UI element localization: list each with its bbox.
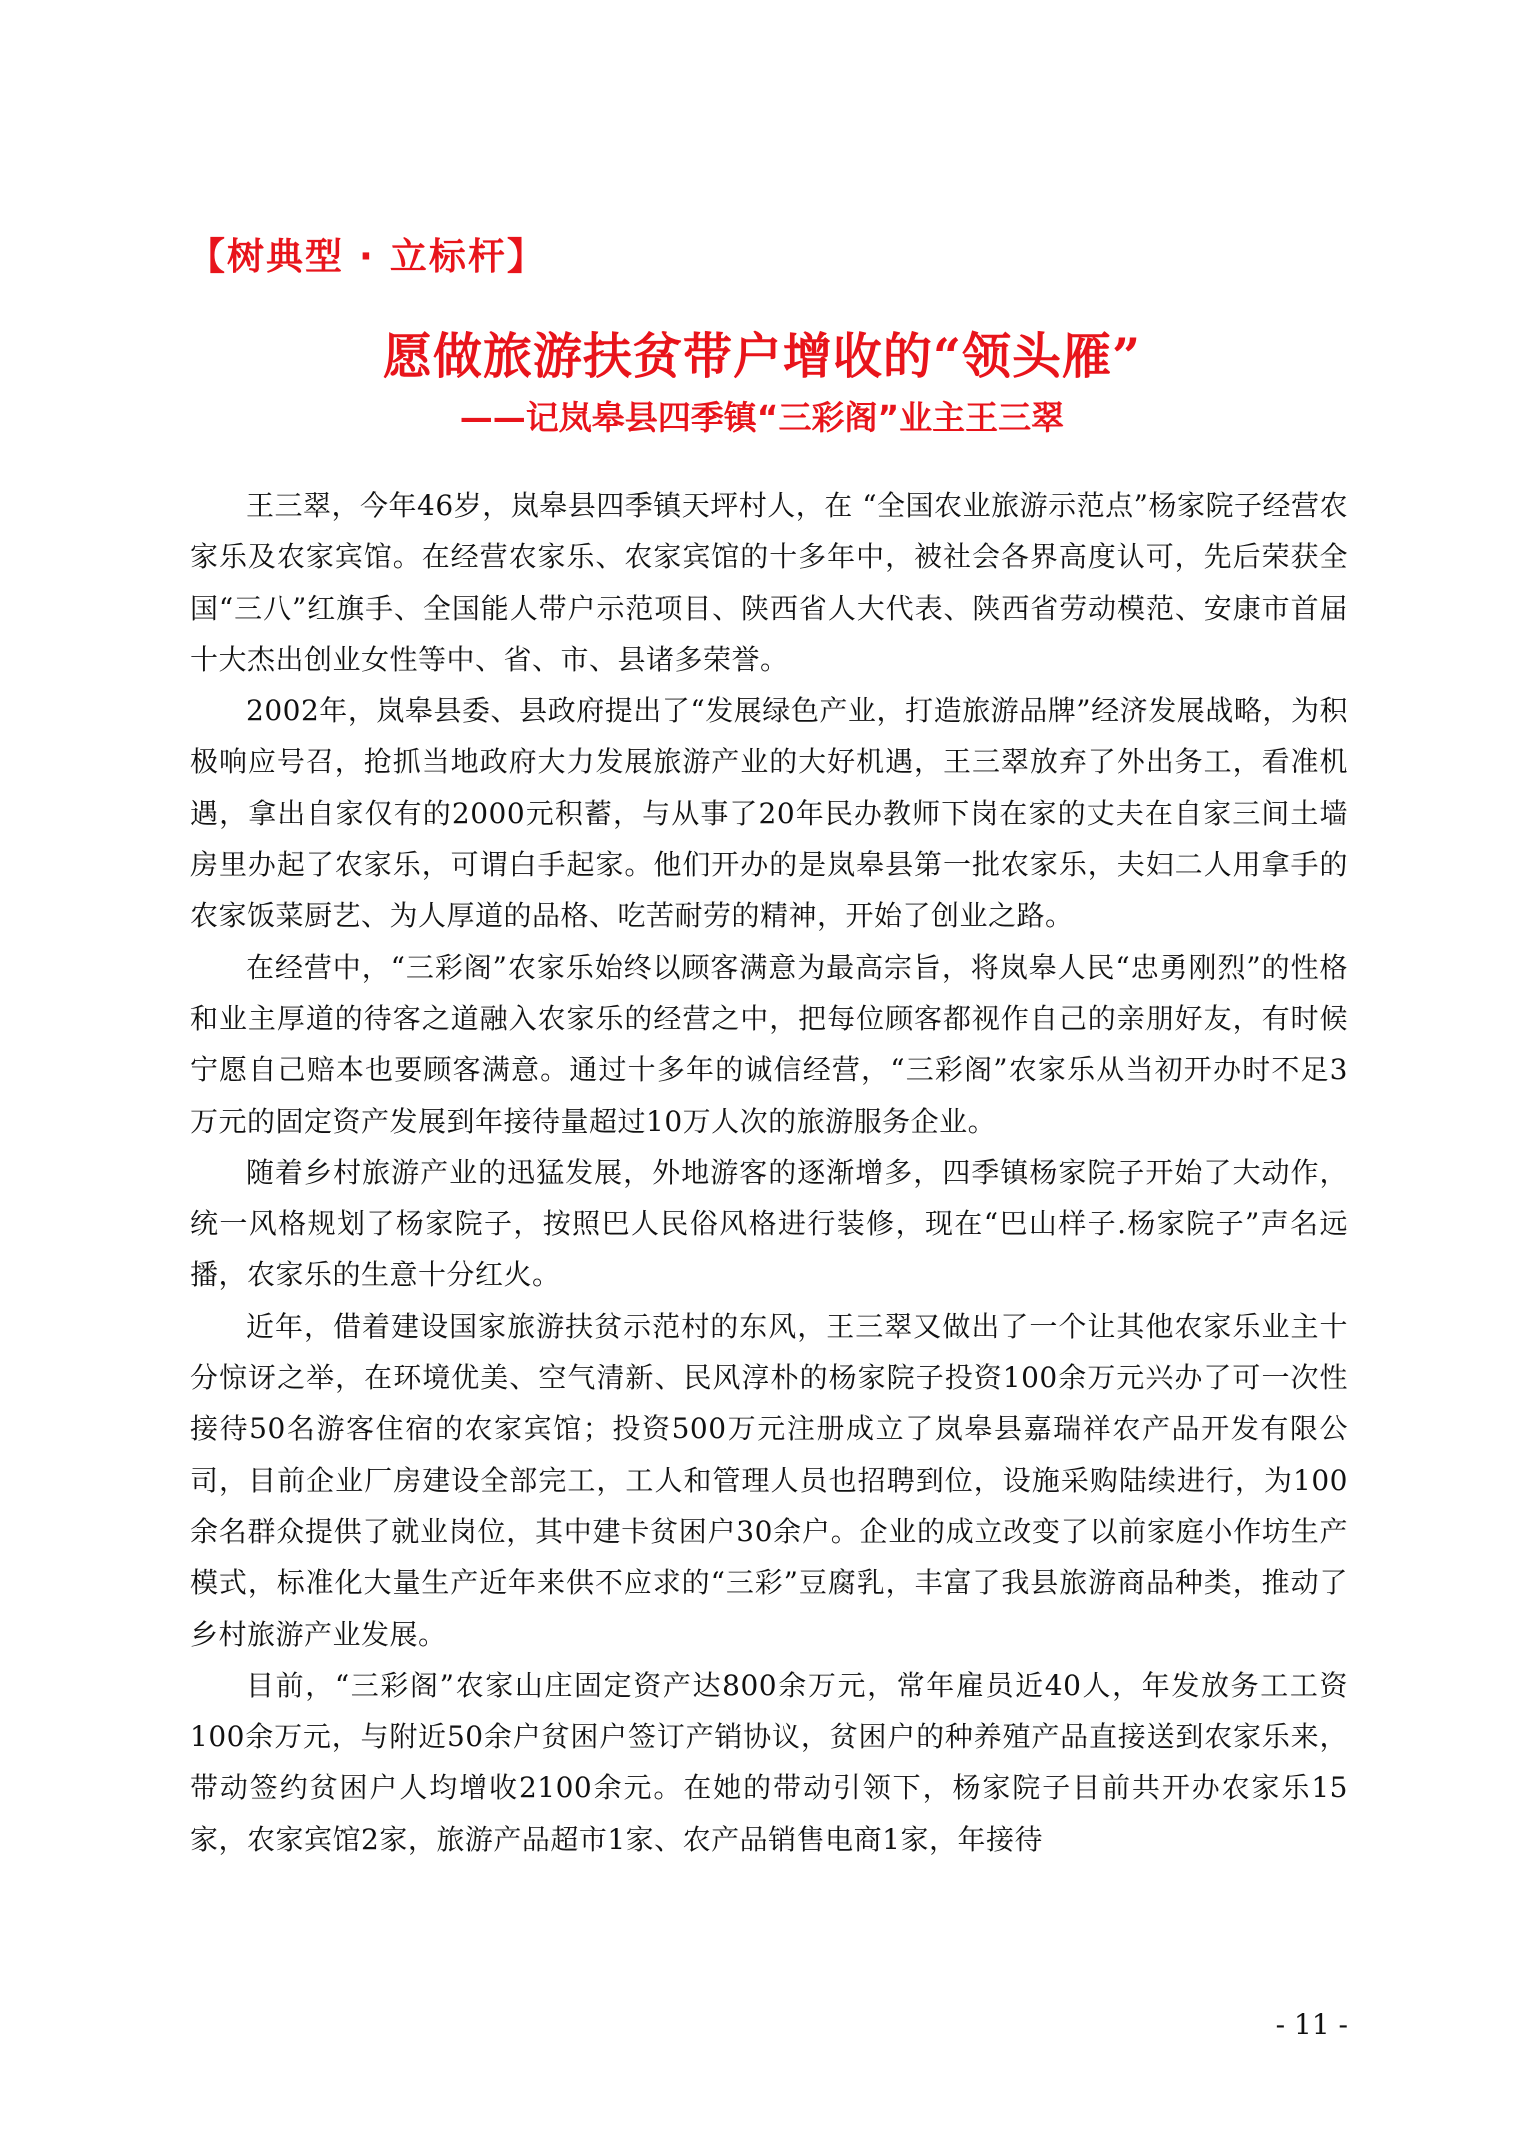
paragraph: 随着乡村旅游产业的迅猛发展，外地游客的逐渐增多，四季镇杨家院子开始了大动作，统一风格规划了杨家院子，按照巴人民俗风格进行装修，现在“巴山样子.杨家院子”声名远播，农家乐的生意十分红火。 [190,1155,1348,1292]
section-tag: 【树典型 · 立标杆】 [188,235,546,278]
paragraph: 在经营中，“三彩阁”农家乐始终以顾客满意为最高宗旨，将岚皋人民“忠勇刚烈”的性格和业主厚道的待客之道融入农家乐的经营之中，把每位顾客都视作自己的亲朋好友，有时候宁愿自己赔本也要顾客满意。通过十多年的诚信经营，“三彩阁”农家乐从当初开办时不足3万元的固定资产发展到年接待量超过10万人次的旅游服务企业。 [190,950,1348,1138]
article-title: 愿做旅游扶贫带户增收的“领头雁” [382,327,1142,385]
paragraph: 近年，借着建设国家旅游扶贫示范村的东风，王三翠又做出了一个让其他农家乐业主十分惊讶之举，在环境优美、空气清新、民风淳朴的杨家院子投资100余万元兴办了可一次性接待50名游客住宿的农家宾馆；投资500万元注册成立了岚皋县嘉瑞祥农产品开发有限公司，目前企业厂房建设全部完工，工人和管理人员也招聘到位，设施采购陆续进行，为100余名群众提供了就业岗位，其中建卡贫困户30余户。企业的成立改变了以前家庭小作坊生产模式，标准化大量生产近年来供不应求的“三彩”豆腐乳，丰富了我县旅游商品种类，推动了乡村旅游产业发展。 [190,1309,1348,1651]
article-subtitle: ——记岚皋县四季镇“三彩阁”业主王三翠 [459,398,1065,437]
paragraph: 2002年，岚皋县委、县政府提出了“发展绿色产业，打造旅游品牌”经济发展战略，为积极响应号召，抢抓当地政府大力发展旅游产业的大好机遇，王三翠放弃了外出务工，看准机遇，拿出自家仅有的2000元积蓄，与从事了20年民办教师下岗在家的丈夫在自家三间土墙房里办起了农家乐，可谓白手起家。他们开办的是岚皋县第一批农家乐，夫妇二人用拿手的农家饭菜厨艺、为人厚道的品格、吃苦耐劳的精神，开始了创业之路。 [190,694,1348,933]
paragraph: 王三翠，今年46岁，岚皋县四季镇天坪村人，在 “全国农业旅游示范点”杨家院子经营农家乐及农家宾馆。在经营农家乐、农家宾馆的十多年中，被社会各界高度认可，先后荣获全国“三八”红旗手、全国能人带户示范项目、陕西省人大代表、陕西省劳动模范、安康市首届十大杰出创业女性等中、省、市、县诸多荣誉。 [190,489,1348,676]
article-body [190,480,1348,1865]
paragraph: 目前，“三彩阁”农家山庄固定资产达800余万元，常年雇员近40人，年发放务工工资100余万元，与附近50余户贫困户签订产销协议，贫困户的种养殖产品直接送到农家乐来，带动签约贫困户人均增收2100余元。在她的带动引领下，杨家院子目前共开办农家乐15家，农家宾馆2家，旅游产品超市1家、农产品销售电商1家，年接待 [190,1668,1348,1856]
page-number: - 11 - [1275,2008,1348,2041]
